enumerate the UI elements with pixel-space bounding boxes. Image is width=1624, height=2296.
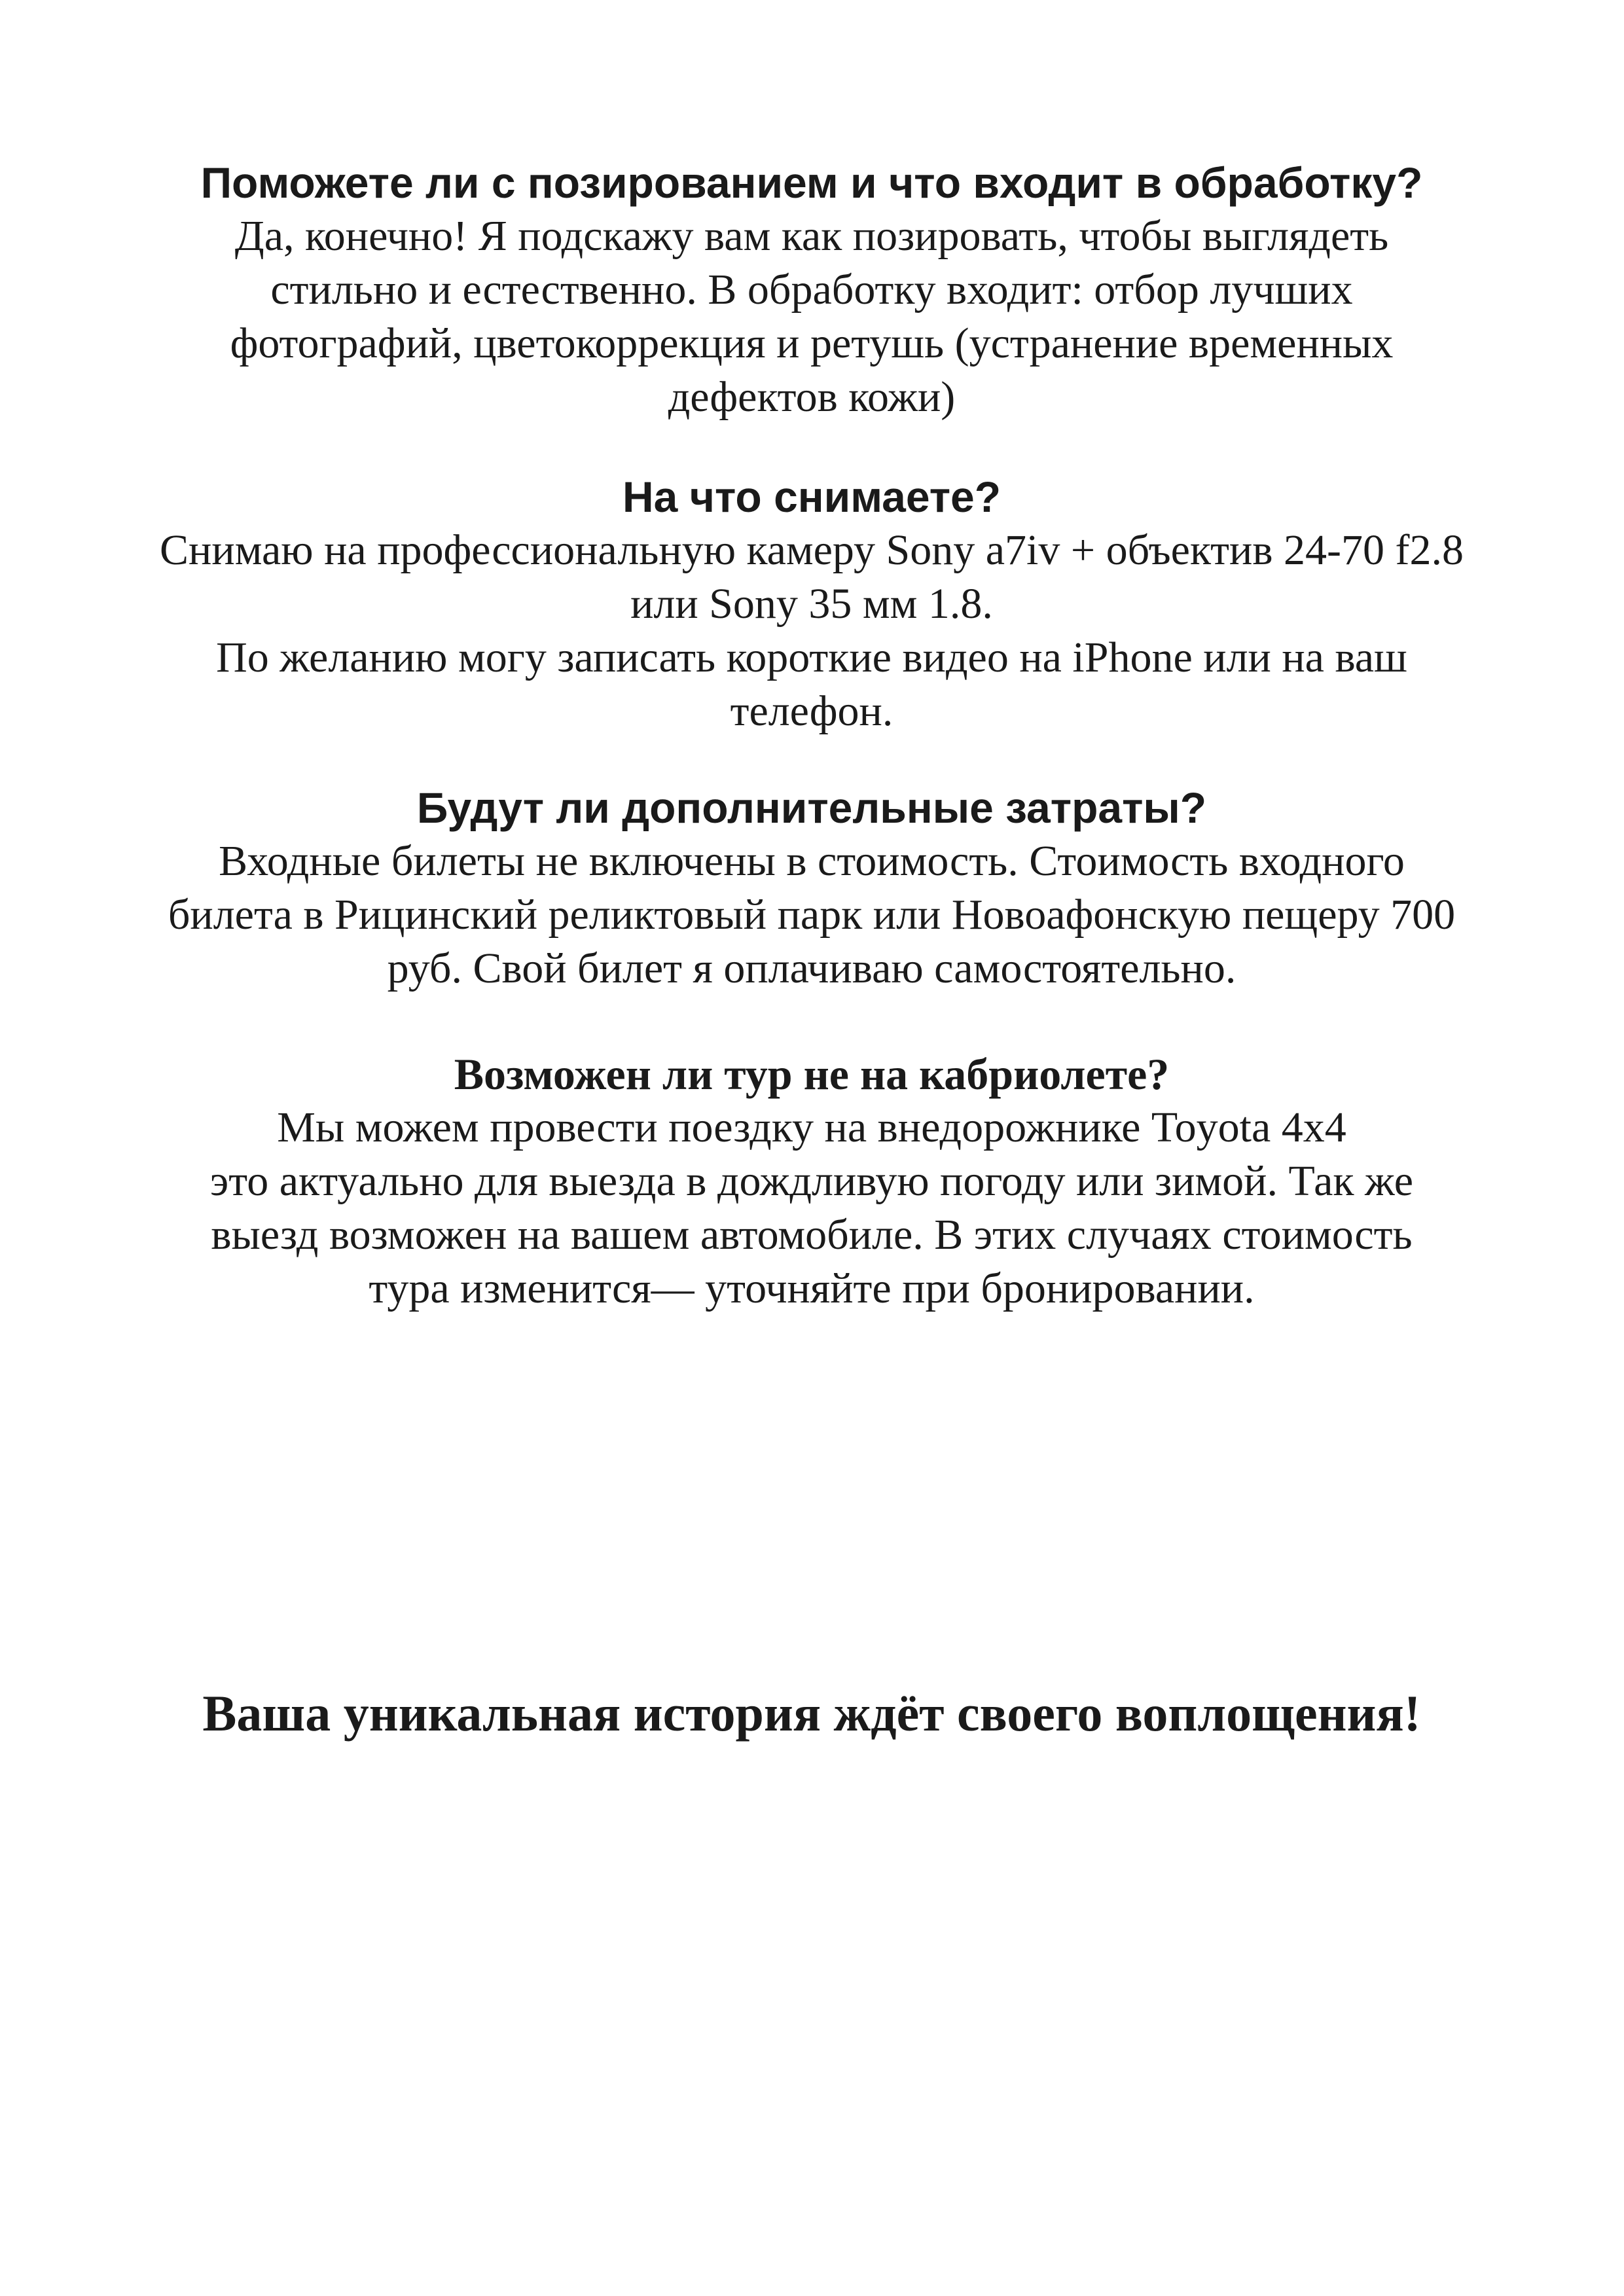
faq-answer-line: стильно и естественно. В обработку входит: отбор лучших [270,266,1353,314]
faq-answer [124,524,1499,738]
faq-item-extra-costs [124,781,1499,996]
faq-answer [124,834,1499,996]
faq-item-camera [124,470,1499,738]
faq-question: Возможен ли тур не на кабриолете? [454,1049,1170,1099]
faq-answer-line: Мы можем провести поездку на внедорожнике Toyota 4x4 [277,1103,1346,1151]
faq-question: Будут ли дополнительные затраты? [416,783,1207,832]
faq-answer-line: Входные билеты не включены в стоимость. Стоимость входного [219,837,1405,885]
faq-question: Поможете ли с позированием и что входит в обработку? [200,158,1423,207]
faq-answer-line: Да, конечно! Я подскажу вам как позировать, чтобы выглядеть [234,212,1389,260]
faq-answer-line: выезд возможен на вашем автомобиле. В этих случаях стоимость [211,1211,1413,1259]
faq-answer-line: Снимаю на профессиональную камеру Sony a7iv + объектив 24-70 f2.8 [160,526,1464,574]
faq-answer-line: руб. Свой билет я оплачиваю самостоятельно. [387,944,1236,992]
faq-answer-line: По желанию могу записать короткие видео на iPhone или на ваш [216,634,1407,681]
faq-item-posing [124,156,1499,424]
faq-answer-line: это актуально для выезда в дождливую погоду или зимой. Так же [209,1157,1414,1205]
faq-answer-line: фотографий, цветокоррекция и ретушь (устранение временных [230,319,1394,367]
faq-answer-line: билета в Рицинский реликтовый парк или Новоафонскую пещеру 700 [168,891,1456,939]
faq-answer [124,209,1499,424]
closing-statement: Ваша уникальная история ждёт своего воплощения! [202,1685,1421,1742]
faq-question: На что снимаете? [622,473,1001,521]
faq-item-vehicle [124,1047,1499,1316]
faq-answer-line: дефектов кожи) [668,373,956,421]
faq-answer-line: тура изменится— уточняйте при бронировании. [369,1265,1255,1312]
faq-answer [124,1101,1499,1316]
faq-answer-line: или Sony 35 мм 1.8. [630,580,993,628]
faq-answer-line: телефон. [730,687,893,735]
